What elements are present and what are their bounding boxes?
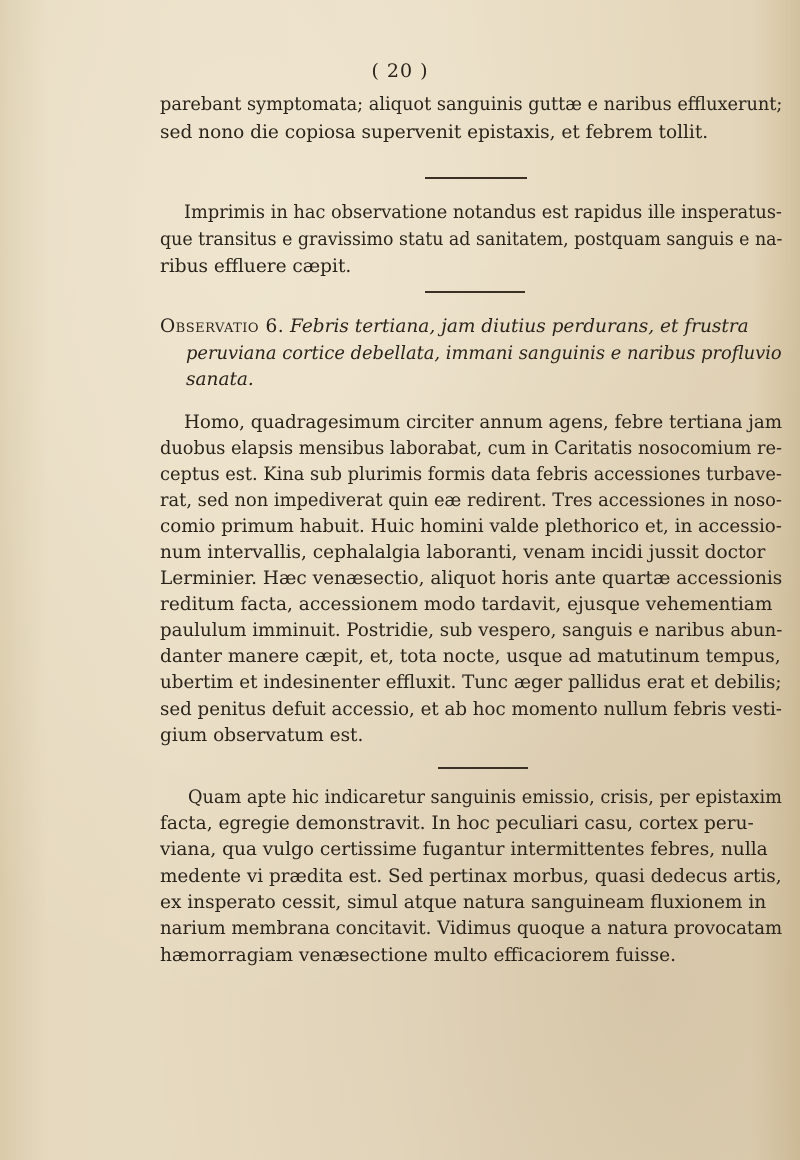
text-line: num intervallis, cephalalgia laboranti, venam incidi jussit doctor <box>160 542 766 563</box>
text-line: ubertim et indesinenter effluxit. Tunc æger pallidus erat et debilis; <box>160 672 782 693</box>
text-line: rat, sed non impediverat quin eæ redirent. Tres accessiones in noso- <box>160 490 782 511</box>
text-line: Quam apte hic indicaretur sanguinis emissio, crisis, per epistaxim <box>188 787 782 808</box>
observation-label: Observatio 6. <box>160 316 285 337</box>
observation-title: sanata. <box>186 369 254 390</box>
text-line: Imprimis in hac observatione notandus est rapidus ille insperatus- <box>184 202 782 223</box>
text-line: que transitus e gravissimo statu ad sanitatem, postquam sanguis e na- <box>160 229 783 250</box>
text-line: Homo, quadragesimum circiter annum agens, febre tertiana jam <box>184 412 783 433</box>
text-line: ribus effluere cæpit. <box>160 256 352 277</box>
text-line: facta, egregie demonstravit. In hoc peculiari casu, cortex peru- <box>160 813 754 834</box>
text-line: sed nono die copiosa supervenit epistaxis, et febrem tollit. <box>160 122 709 143</box>
text-line: sed penitus defuit accessio, et ab hoc momento nullum febris vesti- <box>160 699 782 720</box>
observation-heading <box>160 316 749 337</box>
observation-title: peruviana cortice debellata, immani sanguinis e naribus profluvio <box>186 343 782 364</box>
text-line: reditum facta, accessionem modo tardavit, ejusque vehementiam <box>160 594 773 615</box>
text-line: ex insperato cessit, simul atque natura sanguineam fluxionem in <box>160 892 767 913</box>
text-line: danter manere cæpit, et, tota nocte, usque ad matutinum tempus, <box>160 646 781 667</box>
text-line: parebant symptomata; aliquot sanguinis guttæ e naribus effluxerunt; <box>160 94 783 115</box>
text-line: paululum imminuit. Postridie, sub vespero, sanguis e naribus abun- <box>160 620 783 641</box>
text-line: narium membrana concitavit. Vidimus quoque a natura provocatam <box>160 918 783 939</box>
section-divider <box>425 177 527 179</box>
text-line: medente vi prædita est. Sed pertinax morbus, quasi dedecus artis, <box>160 866 782 887</box>
text-line: hæmorragiam venæsectione multo efficaciorem fuisse. <box>160 945 677 966</box>
section-divider <box>425 291 525 293</box>
text-line: comio primum habuit. Huic homini valde plethorico et, in accessio- <box>160 516 782 537</box>
text-line: Lerminier. Hæc venæsectio, aliquot horis ante quartæ accessionis <box>160 568 783 589</box>
text-line: duobus elapsis mensibus laborabat, cum in Caritatis nosocomium re- <box>160 438 782 459</box>
text-line: viana, qua vulgo certissime fugantur intermittentes febres, nulla <box>160 839 768 860</box>
observation-title: Febris tertiana, jam diutius perdurans, et frustra <box>290 316 749 337</box>
text-line: ceptus est. Kina sub plurimis formis data febris accessiones turbave- <box>160 464 782 485</box>
page-number: ( 20 ) <box>371 60 429 82</box>
text-line: gium observatum est. <box>160 725 364 746</box>
section-divider <box>438 767 528 769</box>
